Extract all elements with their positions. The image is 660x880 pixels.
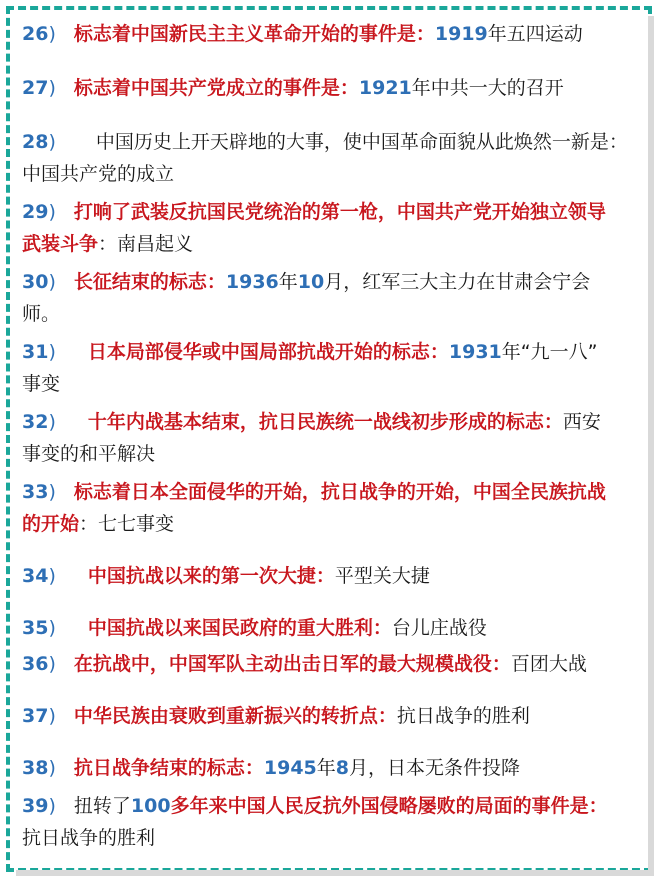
item-number-paren: ) (48, 77, 56, 99)
item-number-paren: ) (48, 757, 56, 779)
fact-item-37 (22, 700, 640, 732)
frame-shadow-right (648, 16, 654, 874)
item-number-paren: ) (48, 565, 56, 587)
fact-text-segment: 扭转了 (73, 795, 131, 817)
fact-text-segment: 中国抗战以来的第一次大捷： (87, 565, 335, 587)
fact-item-27 (22, 72, 640, 104)
item-number-paren: ) (48, 705, 56, 727)
fact-item-26 (22, 18, 640, 50)
item-number-paren: ) (48, 481, 56, 503)
fact-text-segment: 10 (297, 271, 325, 293)
item-number-paren: ) (48, 131, 56, 153)
item-number-paren: ) (48, 23, 56, 45)
fact-text-segment: 百团大战 (510, 653, 587, 675)
fact-text-segment: 年“九一八” (501, 341, 598, 363)
fact-text-segment: 抗日战争结束的标志： (73, 757, 264, 779)
fact-item-35 (22, 612, 640, 644)
fact-text-segment: 台儿庄战役 (391, 617, 487, 639)
item-number-paren: ) (48, 411, 56, 433)
item-number: 37 (22, 705, 49, 727)
item-number: 36 (22, 653, 49, 675)
fact-text-segment: 1936 (225, 271, 279, 293)
fact-item-38 (22, 752, 640, 784)
fact-text-segment: 年 (278, 271, 298, 293)
fact-text-segment: 长征结束的标志： (73, 271, 226, 293)
fact-text-segment: 年中共一大的召开 (411, 77, 564, 99)
fact-item-32 (22, 406, 640, 470)
item-number: 28 (22, 131, 49, 153)
fact-text-segment: 在抗战中，中国军队主动出击日军的最大规模战役： (73, 653, 511, 675)
fact-text-continuation: 事变的和平解决 (22, 443, 156, 465)
fact-text-segment: 100 (130, 795, 171, 817)
fact-text-segment: 标志着中国共产党成立的事件是： (73, 77, 359, 99)
item-number: 26 (22, 23, 49, 45)
fact-item-39 (22, 790, 640, 854)
fact-text-segment: 月，红军三大主力在甘肃会宁会 (324, 271, 591, 293)
frame-shadow-bottom (16, 870, 654, 876)
fact-text-segment: 年 (316, 757, 336, 779)
fact-text-segment: 十年内战基本结束，抗日民族统一战线初步形成的标志： (87, 411, 563, 433)
item-number-paren: ) (48, 653, 56, 675)
fact-item-29 (22, 196, 640, 260)
fact-text-segment: 中华民族由衰败到重新振兴的转折点： (73, 705, 397, 727)
item-number-paren: ) (48, 617, 56, 639)
fact-text-segment: 中国历史上开天辟地的大事，使中国革命面貌从此焕然一新是： (95, 131, 628, 153)
fact-text-segment: 1931 (448, 341, 502, 363)
item-number-paren: ) (48, 201, 56, 223)
item-number: 31 (22, 341, 49, 363)
fact-text-segment: 西安 (562, 411, 601, 433)
fact-item-33 (22, 476, 640, 540)
item-number: 27 (22, 77, 49, 99)
fact-item-28 (22, 126, 640, 190)
item-number: 33 (22, 481, 49, 503)
fact-text-continuation: 事变 (22, 373, 61, 395)
fact-text-segment: 打响了武装反抗国民党统治的第一枪，中国共产党开始独立领导 (73, 201, 606, 223)
fact-item-30 (22, 266, 640, 330)
item-number: 29 (22, 201, 49, 223)
fact-text-continuation: ：七七事变 (79, 513, 175, 535)
fact-item-34 (22, 560, 640, 592)
fact-text-segment: 月，日本无条件投降 (349, 757, 521, 779)
fact-text-segment: 抗日战争的胜利 (396, 705, 530, 727)
item-number: 32 (22, 411, 49, 433)
item-number-paren: ) (48, 271, 56, 293)
fact-text-segment: 平型关大捷 (334, 565, 430, 587)
item-number: 38 (22, 757, 49, 779)
fact-text-continuation-highlight: 的开始 (22, 513, 80, 535)
fact-text-continuation: 师。 (22, 303, 61, 325)
fact-text-continuation: 中国共产党的成立 (22, 163, 175, 185)
fact-text-continuation: ：南昌起义 (98, 233, 194, 255)
fact-text-segment: 标志着中国新民主主义革命开始的事件是： (73, 23, 435, 45)
item-number: 34 (22, 565, 49, 587)
fact-text-segment: 多年来中国人民反抗外国侵略屡败的局面的事件是： (170, 795, 608, 817)
fact-text-segment: 标志着日本全面侵华的开始，抗日战争的开始，中国全民族抗战 (73, 481, 606, 503)
item-number: 30 (22, 271, 49, 293)
item-number-paren: ) (48, 795, 56, 817)
item-number: 35 (22, 617, 49, 639)
fact-item-36 (22, 648, 640, 680)
fact-text-segment: 1945 (263, 757, 317, 779)
fact-item-31 (22, 336, 640, 400)
fact-text-segment: 8 (335, 757, 350, 779)
item-number-paren: ) (48, 341, 56, 363)
fact-text-segment: 年五四运动 (487, 23, 583, 45)
fact-text-segment: 1919 (434, 23, 488, 45)
fact-text-continuation-highlight: 武装斗争 (22, 233, 99, 255)
fact-text-segment: 1921 (358, 77, 412, 99)
item-number: 39 (22, 795, 49, 817)
fact-text-segment: 日本局部侵华或中国局部抗战开始的标志： (87, 341, 449, 363)
fact-text-continuation: 抗日战争的胜利 (22, 827, 156, 849)
fact-text-segment: 中国抗战以来国民政府的重大胜利： (87, 617, 392, 639)
